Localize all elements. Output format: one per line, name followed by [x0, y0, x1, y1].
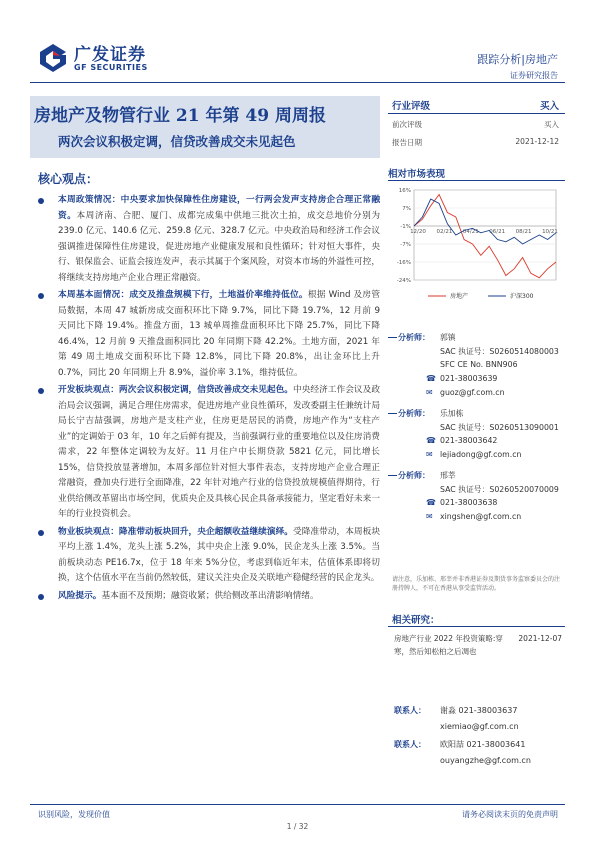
- header-divider: [30, 82, 565, 83]
- legend-label: 沪深300: [510, 293, 534, 300]
- contact-email[interactable]: ouyangzhe@gf.com.cn: [440, 756, 531, 765]
- x-tick-label: 06/21: [489, 229, 506, 235]
- x-tick-label: 10/21: [542, 229, 558, 235]
- phone-icon: ☎: [426, 498, 436, 507]
- contact-row: [394, 753, 562, 770]
- contact-value: 谢淼 021-38003637: [440, 706, 518, 715]
- analyst-role: 分析师：: [398, 333, 430, 342]
- footer-slogan: 识别风险，发现价值: [38, 810, 110, 819]
- core-paragraph: [38, 589, 380, 605]
- x-tick-label: 02/21: [436, 229, 453, 235]
- analyst-disclaimer: 请注意，乐加栋、邢莘并非香港证券及期货事务监察委员会的注册持牌人，不可在香港从事受监管活动。: [392, 576, 561, 592]
- core-paragraph: [38, 193, 380, 286]
- y-tick-label: 16%: [398, 188, 411, 194]
- paragraph-lead: 本周政策情况：中央要求加快保障性住房建设，一行两会发声支持房企合理正常融资。: [58, 195, 380, 221]
- contact-role: 联系人：: [394, 740, 426, 749]
- phone-icon: ☎: [426, 374, 436, 383]
- y-tick-label: 7%: [402, 206, 411, 212]
- phone-icon: ☎: [426, 436, 436, 445]
- paragraph-lead: 物业板块观点：降准带动板块回升，央企超额收益继续演绎。: [58, 526, 293, 537]
- rating-row: [388, 132, 565, 150]
- analyst-email[interactable]: xingshen@gf.com.cn: [440, 512, 522, 521]
- company-logo: [38, 40, 188, 80]
- page-number: 1 / 32: [286, 822, 309, 831]
- analyst-email[interactable]: lejiadong@gf.com.cn: [440, 450, 522, 459]
- rating-row: [388, 114, 565, 132]
- chart-frame: [414, 190, 556, 280]
- analyst-sac: SAC 执证号：S0260513090001: [440, 423, 559, 432]
- core-paragraph: [38, 383, 380, 523]
- gf-logo-icon: [38, 42, 68, 72]
- market-performance-title: 相对市场表现: [388, 169, 446, 180]
- contact-row: [394, 736, 562, 753]
- rating-value: 买入: [539, 101, 559, 112]
- core-views-title: 核心观点：: [38, 172, 99, 186]
- analyst-email[interactable]: guoz@gf.com.cn: [440, 388, 505, 397]
- contact-row: [394, 702, 562, 719]
- y-tick-label: -1%: [400, 224, 411, 230]
- y-tick-label: -16%: [396, 260, 411, 266]
- dash-marker: [388, 337, 397, 338]
- analyst-phone: 021-38003639: [440, 374, 498, 383]
- contact-email[interactable]: xiemiao@gf.com.cn: [440, 722, 519, 731]
- analyst-role: 分析师：: [398, 409, 430, 418]
- report-category: 跟踪分析|房地产: [477, 53, 558, 66]
- bullet-icon: [38, 388, 44, 394]
- related-report-title: 房地产行业 2022 年投资策略:穿寒，然后知松柏之后凋也: [394, 634, 503, 656]
- analyst-phone: 021-38003642: [440, 436, 498, 445]
- core-paragraph: [38, 288, 380, 381]
- analyst-sac: SAC 执证号：S0260514080003: [440, 347, 559, 356]
- y-tick-label: -7%: [400, 242, 411, 248]
- report-title: 房地产及物管行业 21 年第 49 周周报: [34, 106, 326, 126]
- email-icon: ✉: [426, 512, 433, 521]
- analyst-name: 郭镇: [440, 333, 456, 342]
- paragraph-text: 受降准带动，本周板块平均上涨 1.4%，龙头上涨 5.2%，其中央企上涨 9.0%，民企龙头上涨 3.5%。当前板块动态 PE16.7x，位于 18 年来 5%分位，考虑到临近年末，估值体系即将切换，这个估值水平在当前仍然较低，建议关注央企及关联地产稳健经营的民企龙头。: [58, 526, 380, 583]
- paragraph-lead: 本周基本面情况：成交及推盘规模下行，土地溢价率维持低位。: [58, 290, 308, 300]
- x-tick-label: 04/21: [462, 229, 479, 235]
- logo-text-cn: 广发证券: [74, 45, 146, 65]
- paragraph-text: 中央经济工作会议及政治局会议强调，满足合理住房需求，促进房地产业良性循环，发改委副主任兼统计局局长宁吉喆强调，房地产是支柱产业，住房更是居民的消费，房地产作为“支柱产业”的定调始于 03 年，10 年之后鲜有提及，当前强调行业的重要地位以及住房消费需求，22 年整体定调较为友好。11 月住户中长期贷款 5821 亿元，同比增长 15%，信贷投放显著增加，本周多部位针对恒大事件表态，支持房地产企业合理正常融资，叠加央行进行全面降准，22 年针对地产行业的信贷投放规模值得期待，行业供给侧改革留出市场空间，优质央企及具核心民企具备承接能力，坚定看好未来一年的行业投资机会。: [58, 385, 380, 519]
- rating-label: 行业评级: [392, 101, 431, 112]
- market-divider: [388, 180, 565, 181]
- bullet-icon: [38, 594, 44, 600]
- dash-marker: [388, 475, 397, 476]
- core-views-body: [38, 193, 380, 604]
- related-report-link[interactable]: [394, 632, 562, 658]
- paragraph-lead: 风险提示。: [58, 590, 102, 601]
- x-tick-label: 12/20: [410, 229, 426, 235]
- analyst-role: 分析师：: [398, 471, 430, 480]
- paragraph-text: 根据 Wind 及房管局数据，本周 47 城新房成交面积环比下降 9.7%，同比下降 19.7%，12 月前 9 天同比下降 19.4%。推盘方面，13 城单周推盘面积环比下降 25.7%，同比下降 46.4%，12 月前 9 天推盘面积同比 20 年同期下降 42.2%。土地方面，2021 年第 49 周土地成交面积环比下降 12.8%，同比下降 20.8%，出让金环比上升 0.7%，同比 20 年同期上升 8.9%，溢价率 3.1%，维持低位。: [58, 290, 381, 378]
- relative-performance-chart: [388, 184, 565, 304]
- analyst-list: [388, 330, 565, 530]
- report-type: 证券研究报告: [510, 71, 558, 80]
- email-icon: ✉: [426, 388, 433, 397]
- rating-row-label: 前次评级: [392, 120, 422, 129]
- x-tick-label: 08/21: [515, 229, 532, 235]
- related-divider: [388, 626, 565, 627]
- related-report-date: 2021-12-07: [518, 634, 562, 643]
- footer-divider: [30, 804, 565, 805]
- bullet-icon: [38, 530, 44, 536]
- rating-box: [388, 96, 565, 150]
- logo-text-en: GF SECURITIES: [74, 63, 148, 72]
- core-paragraph: [38, 525, 380, 587]
- footer-disclaimer-note: 请务必阅读末页的免责声明: [462, 810, 558, 819]
- legend-label: 房地产: [450, 293, 469, 300]
- paragraph-lead: 开发板块观点：两次会议积极定调，信贷改善成交未见起色。: [58, 385, 293, 395]
- bullet-icon: [38, 293, 44, 299]
- rating-row-value: 2021-12-12: [515, 137, 559, 146]
- series-line: [414, 195, 556, 278]
- analyst-name: 邢莘: [440, 471, 456, 480]
- paragraph-text: 本周济南、合肥、厦门、成都完成集中供地三批次土拍，成交总地价分别为 239.0 亿元、140.6 亿元、259.8 亿元、328.7 亿元。中央政治局和经济工作会议强调推进保障性住房建设，促进房地产业健康发展和良性循环；针对恒大事件，央行、银保监会、证监会接连发声，表示其属于个案风险，对资本市场的外溢性可控，将继续支持房地产企业合理正常融资。: [58, 210, 381, 283]
- analyst-card: [388, 406, 565, 462]
- contact-role: 联系人：: [394, 706, 426, 715]
- analyst-card: [388, 330, 565, 400]
- analyst-card: [388, 468, 565, 524]
- dash-marker: [388, 413, 397, 414]
- contact-value: 欧阳喆 021-38003641: [440, 740, 526, 749]
- bullet-icon: [38, 198, 44, 204]
- rating-header: [388, 96, 565, 114]
- report-subtitle: 两次会议积极定调，信贷改善成交未见起色: [58, 134, 296, 149]
- paragraph-text: 基本面不及预期；融资收紧；供给侧改革出清影响情绪。: [101, 590, 319, 601]
- analyst-sac: SAC 执证号：S0260520070009: [440, 485, 559, 494]
- rating-row-label: 报告日期: [392, 138, 422, 147]
- series-line: [414, 199, 556, 244]
- y-tick-label: -24%: [396, 278, 411, 284]
- analyst-sfc: SFC CE No. BNN906: [440, 360, 518, 369]
- analyst-name: 乐加栋: [440, 409, 464, 418]
- rating-row-value: 买入: [544, 120, 559, 129]
- contact-row: [394, 719, 562, 736]
- email-icon: ✉: [426, 450, 433, 459]
- related-research-title: 相关研究：: [392, 615, 440, 626]
- analyst-phone: 021-38003638: [440, 498, 498, 507]
- contact-list: [394, 702, 562, 770]
